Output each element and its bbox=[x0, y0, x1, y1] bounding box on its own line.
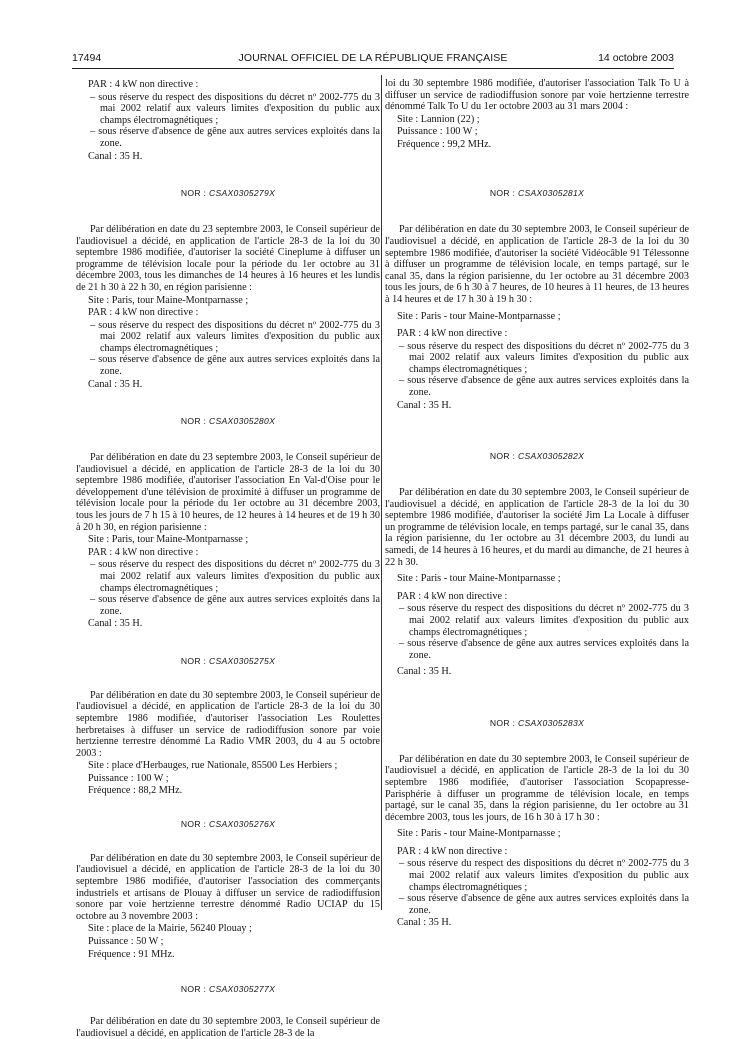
puissance-line: Puissance : 100 W ; bbox=[88, 772, 169, 784]
decision-block bbox=[385, 754, 689, 929]
reserve-item: – sous réserve d'absence de gêne aux autres services exploités dans la zone. bbox=[90, 594, 380, 617]
nor-reference: NOR : CSAX0305283X bbox=[489, 717, 585, 728]
par-line: PAR : 4 kW non directive : bbox=[397, 845, 508, 857]
decision-text: Par délibération en date du 30 septembre 2003, le Conseil supérieur de l'audiovisuel a décidé, en application de l'article 28-3 de la loi du 30 septembre 1986 modifiée, d'autoriser la société Jim La Locale à diffuser un programme de télévision locale, en temps partagé, sur le canal 35, dans la région parisienne, du 1er octobre au 31 décembre 2003, du lundi au samedi, de 14 heures à 16 heures, et du mardi au dimanche, de 21 heures à 22 h 30. bbox=[385, 487, 689, 568]
frequence-line: Fréquence : 88,2 MHz. bbox=[88, 785, 183, 797]
decision-block bbox=[76, 690, 380, 797]
reserve-item: – sous réserve du respect des dispositions du décret nº 2002-775 du 3 mai 2002 relatif aux valeurs limites d'exposition du public aux champs électromagnétiques ; bbox=[90, 319, 380, 354]
nor-code: CSAX0305279X bbox=[208, 187, 276, 198]
canal-line: Canal : 35 H. bbox=[397, 399, 452, 411]
reserve-item: – sous réserve du respect des dispositions du décret nº 2002-775 du 3 mai 2002 relatif aux valeurs limites d'exposition du public aux champs électromagnétiques ; bbox=[399, 340, 689, 375]
page-header bbox=[72, 52, 674, 69]
canal-line: Canal : 35 H. bbox=[397, 666, 452, 678]
column-divider bbox=[381, 75, 382, 910]
nor-code: CSAX0305275X bbox=[208, 655, 276, 666]
decision-text: Par délibération en date du 23 septembre 2003, le Conseil supérieur de l'audiovisuel a décidé, en application de l'article 28-3 de la loi du 30 septembre 1986 modifiée, d'autoriser la société Cineplume à diffuser un programme de télévision locale pour la période du 1er octobre au 31 décembre 2003, tous les dimanches de 14 heures à 16 heures et les lundis de 21 h 30 à 22 h 30, en région parisienne : bbox=[76, 223, 380, 293]
par-line: PAR : 4 kW non directive : bbox=[397, 590, 508, 602]
reserve-item: – sous réserve d'absence de gêne aux autres services exploités dans la zone. bbox=[399, 893, 689, 916]
puissance-line: Puissance : 50 W ; bbox=[88, 936, 164, 947]
nor-reference: NOR : CSAX0305282X bbox=[489, 450, 585, 461]
decision-text: Par délibération en date du 23 septembre 2003, le Conseil supérieur de l'audiovisuel a décidé, en application de l'article 28-3 de la loi du 30 septembre 1986 modifiée, d'autoriser l'association En Val-d'Oise pour le développement d'une télévision de proximité à diffuser un programme de télévision locale pour la période du 1er octobre au 31 décembre 2003, tous les jours de 7 h 15 à 10 heures, de 12 heures à 14 heures et de 19 h 30 à 20 h 30, en région parisienne : bbox=[76, 452, 380, 533]
frequence-line: Fréquence : 91 MHz. bbox=[88, 948, 175, 960]
nor-code: CSAX0305282X bbox=[517, 450, 585, 461]
nor-code: CSAX0305276X bbox=[208, 818, 276, 829]
decision-text: Par délibération en date du 30 septembre 2003, le Conseil supérieur de l'audiovisuel a décidé, en application de l'article 28-3 de la bbox=[76, 1015, 380, 1039]
frequence-line: Fréquence : 99,2 MHz. bbox=[397, 138, 492, 150]
decision-text: loi du 30 septembre 1986 modifiée, d'autoriser l'association Talk To U à diffuser un service de radiodiffusion sonore par voie hertzienne terrestre dénommé Talk To U du 1er octobre 2003 au 31 mars 2004 : bbox=[385, 78, 689, 113]
reserve-item: – sous réserve d'absence de gêne aux autres services exploités dans la zone. bbox=[90, 354, 380, 378]
reserve-item: – sous réserve du respect des dispositions du décret nº 2002-775 du 3 mai 2002 relatif aux valeurs limites d'exposition du public aux champs électromagnétiques ; bbox=[90, 559, 380, 594]
nor-reference: NOR : CSAX0305279X bbox=[180, 187, 276, 198]
decision-text: Par délibération en date du 30 septembre 2003, le Conseil supérieur de l'audiovisuel a décidé, en application de l'article 28-3 de la loi du 30 septembre 1986 modifiée, d'autoriser l'association Les Roulettes herbretaises à diffuser un service de radiodiffusion sonore par voie hertzienne terrestre dénommé La Radio VMR 2003, du 4 au 5 octobre 2003 : bbox=[76, 689, 380, 759]
left-column bbox=[76, 78, 380, 1039]
decision-text: Par délibération en date du 30 septembre 2003, le Conseil supérieur de l'audiovisuel a décidé, en application de l'article 28-3 de la loi du 30 septembre 1986 modifiée, d'autoriser l'association des commerçants industriels et artisans de Plouay à diffuser un service de radiodiffusion sonore par voie hertzienne terrestre dénommé Radio UCIAP du 15 octobre au 3 novembre 2003 : bbox=[76, 852, 380, 922]
site-line: Site : Paris - tour Maine-Montparnasse ; bbox=[397, 310, 561, 322]
nor-code: CSAX0305281X bbox=[517, 188, 585, 199]
decision-block bbox=[76, 224, 380, 390]
site-line: Site : Paris - tour Maine-Montparnasse ; bbox=[397, 828, 561, 840]
decision-block bbox=[76, 79, 380, 162]
reserve-item: – sous réserve du respect des dispositions du décret nº 2002-775 du 3 mai 2002 relatif aux valeurs limites d'exposition du public aux champs électromagnétiques ; bbox=[90, 91, 380, 126]
canal-line: Canal : 35 H. bbox=[397, 917, 452, 929]
decision-block bbox=[76, 1016, 380, 1039]
site-line: Site : Paris, tour Maine-Montparnasse ; bbox=[88, 294, 249, 306]
site-line: Site : Paris - tour Maine-Montparnasse ; bbox=[397, 573, 561, 585]
par-line: PAR : 4 kW non directive : bbox=[88, 546, 199, 558]
decision-block bbox=[385, 487, 689, 678]
nor-reference: NOR : CSAX0305281X bbox=[489, 188, 585, 199]
nor-code: CSAX0305277X bbox=[208, 983, 276, 994]
decision-block bbox=[76, 452, 380, 630]
nor-reference: NOR : CSAX0305275X bbox=[180, 655, 276, 666]
reserve-item: – sous réserve d'absence de gêne aux autres services exploités dans la zone. bbox=[399, 638, 689, 661]
nor-code: CSAX0305280X bbox=[208, 415, 276, 426]
nor-reference: NOR : CSAX0305280X bbox=[180, 415, 276, 426]
decision-block bbox=[385, 78, 689, 151]
decision-block bbox=[385, 224, 689, 411]
puissance-line: Puissance : 100 W ; bbox=[397, 126, 478, 138]
site-line: Site : place de la Mairie, 56240 Plouay ; bbox=[88, 923, 252, 935]
nor-reference: NOR : CSAX0305277X bbox=[180, 983, 276, 994]
reserve-item: – sous réserve d'absence de gêne aux autres services exploités dans la zone. bbox=[90, 126, 380, 149]
canal-line: Canal : 35 H. bbox=[88, 150, 143, 162]
par-line: PAR : 4 kW non directive : bbox=[88, 79, 199, 90]
decision-text: Par délibération en date du 30 septembre 2003, le Conseil supérieur de l'audiovisuel a décidé, en application de l'article 28-3 de la loi du 30 septembre 1986 modifiée, d'autoriser l'association Scopapresse-Parisphérie à diffuser un programme de télévision locale, en temps partagé, sur le canal 35, dans la région parisienne, du 1er octobre au 31 décembre 2003, tous les jours, de 16 h 30 à 17 h 30 : bbox=[385, 753, 689, 823]
par-line: PAR : 4 kW non directive : bbox=[88, 307, 199, 319]
site-line: Site : Lannion (22) ; bbox=[397, 113, 480, 125]
right-column bbox=[385, 78, 689, 930]
reserve-item: – sous réserve du respect des dispositions du décret nº 2002-775 du 3 mai 2002 relatif aux valeurs limites d'exposition du public aux champs électromagnétiques ; bbox=[399, 858, 689, 893]
reserve-item: – sous réserve d'absence de gêne aux autres services exploités dans la zone. bbox=[399, 375, 689, 399]
issue-date: 14 octobre 2003 bbox=[598, 52, 674, 64]
canal-line: Canal : 35 H. bbox=[88, 618, 143, 630]
nor-reference: NOR : CSAX0305276X bbox=[180, 818, 276, 829]
reserve-item: – sous réserve du respect des dispositions du décret nº 2002-775 du 3 mai 2002 relatif aux valeurs limites d'exposition du public aux champs électromagnétiques ; bbox=[399, 603, 689, 638]
decision-text: Par délibération en date du 30 septembre 2003, le Conseil supérieur de l'audiovisuel a décidé, en application de l'article 28-3 de la loi du 30 septembre 1986 modifiée, d'autoriser la société Vidéocâble 91 Télessonne à diffuser un programme de télévision locale, en temps partagé, sur le canal 35, dans la région parisienne, du 1er octobre au 31 décembre 2003 tous les jours, de 6 h 30 à 7 heures, de 10 heures à 11 heures, de 13 heures à 14 heures et de 17 h 30 à 19 h 30 : bbox=[385, 224, 689, 305]
site-line: Site : place d'Herbauges, rue Nationale, 85500 Les Herbiers ; bbox=[88, 760, 338, 772]
par-line: PAR : 4 kW non directive : bbox=[397, 328, 508, 340]
page-number: 17494 bbox=[72, 52, 102, 64]
canal-line: Canal : 35 H. bbox=[88, 378, 143, 390]
site-line: Site : Paris, tour Maine-Montparnasse ; bbox=[88, 534, 249, 546]
decision-block bbox=[76, 853, 380, 960]
journal-title: JOURNAL OFFICIEL DE LA RÉPUBLIQUE FRANÇAISE bbox=[238, 52, 508, 64]
nor-code: CSAX0305283X bbox=[517, 717, 585, 728]
